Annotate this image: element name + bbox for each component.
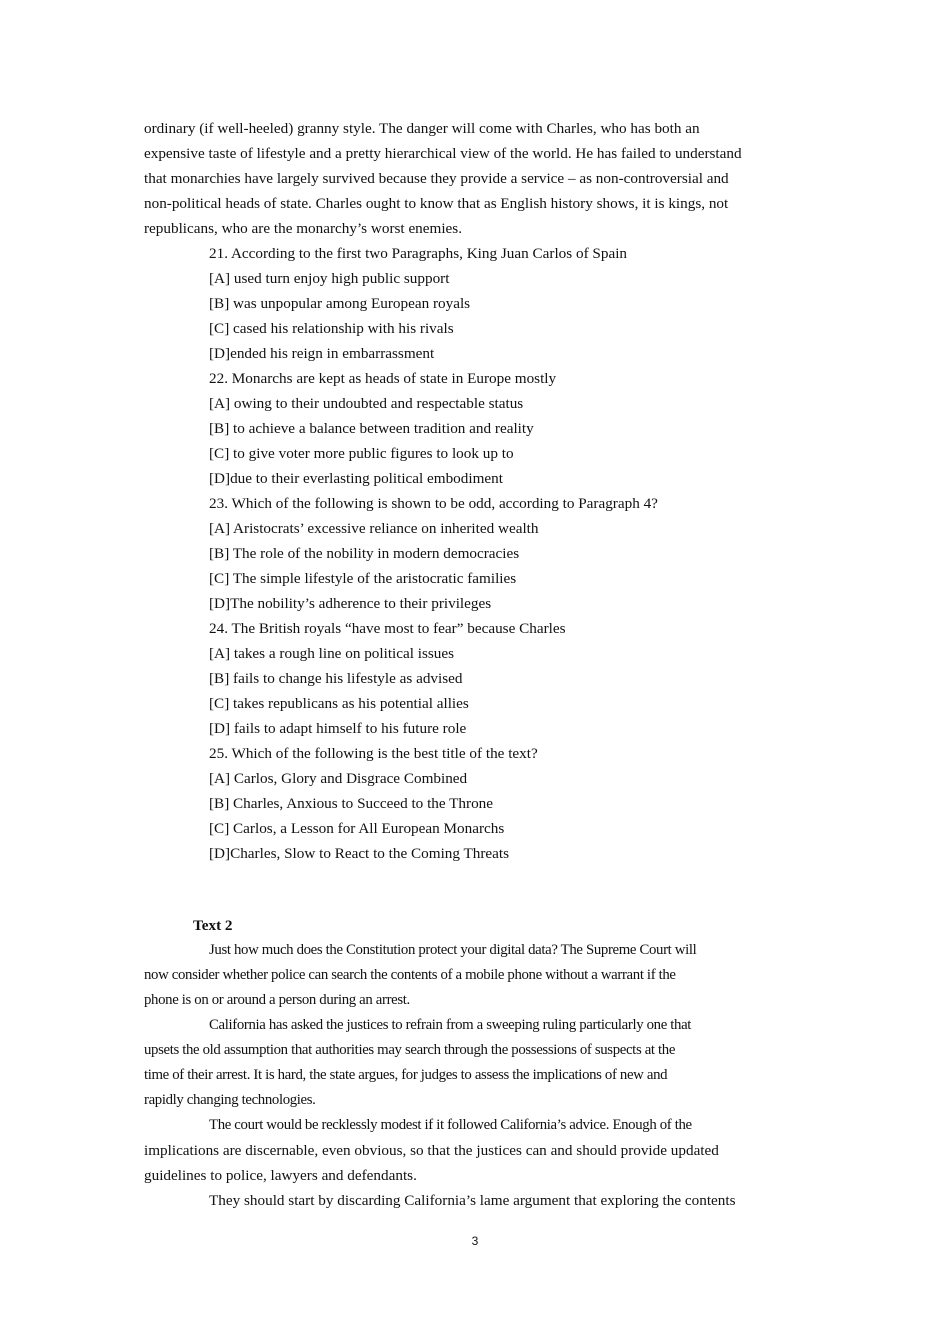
passage-line: They should start by discarding California’s lame argument that exploring the contents [209, 1192, 736, 1209]
section-heading: Text 2 [193, 917, 233, 934]
answer-option: [A] Carlos, Glory and Disgrace Combined [209, 770, 468, 787]
passage-line: guidelines to police, lawyers and defendants. [144, 1167, 417, 1184]
answer-option: [B] to achieve a balance between tradition and reality [209, 420, 534, 437]
answer-option: [D]due to their everlasting political embodiment [209, 470, 503, 487]
passage-line: time of their arrest. It is hard, the state argues, for judges to assess the implications of new and [144, 1067, 668, 1083]
answer-option: [A] Aristocrats’ excessive reliance on inherited wealth [209, 520, 539, 537]
passage-line: ordinary (if well-heeled) granny style. The danger will come with Charles, who has both an [144, 120, 700, 137]
answer-option: [B] Charles, Anxious to Succeed to the Throne [209, 795, 494, 812]
answer-option: [A] used turn enjoy high public support [209, 270, 450, 287]
question-stem: 21. According to the first two Paragraphs, King Juan Carlos of Spain [209, 245, 628, 262]
passage-line: upsets the old assumption that authorities may search through the possessions of suspects at the [144, 1042, 676, 1058]
passage-line: implications are discernable, even obvious, so that the justices can and should provide updated [144, 1142, 719, 1159]
passage-line: expensive taste of lifestyle and a pretty hierarchical view of the world. He has failed to understand [144, 145, 742, 162]
answer-option: [B] was unpopular among European royals [209, 295, 471, 312]
passage-line: republicans, who are the monarchy’s worst enemies. [144, 220, 462, 237]
answer-option: [D]ended his reign in embarrassment [209, 345, 435, 362]
answer-option: [C] cased his relationship with his rivals [209, 320, 454, 337]
answer-option: [D] fails to adapt himself to his future role [209, 720, 467, 737]
answer-option: [B] The role of the nobility in modern democracies [209, 545, 520, 562]
answer-option: [C] takes republicans as his potential allies [209, 695, 469, 712]
passage-line: Just how much does the Constitution protect your digital data? The Supreme Court will [209, 942, 697, 958]
question-stem: 24. The British royals “have most to fear” because Charles [209, 620, 566, 637]
passage-line: that monarchies have largely survived because they provide a service – as non-controversial and [144, 170, 729, 187]
answer-option: [C] Carlos, a Lesson for All European Monarchs [209, 820, 505, 837]
answer-option: [D]Charles, Slow to React to the Coming Threats [209, 845, 510, 862]
answer-option: [C] to give voter more public figures to look up to [209, 445, 514, 462]
question-stem: 25. Which of the following is the best title of the text? [209, 745, 538, 762]
passage-line: The court would be recklessly modest if it followed California’s advice. Enough of the [209, 1117, 692, 1133]
passage-line: phone is on or around a person during an arrest. [144, 992, 410, 1008]
passage-line: rapidly changing technologies. [144, 1092, 316, 1108]
answer-option: [B] fails to change his lifestyle as advised [209, 670, 463, 687]
page-number: 3 [471, 1234, 479, 1248]
answer-option: [A] takes a rough line on political issues [209, 645, 455, 662]
passage-line: non-political heads of state. Charles ought to know that as English history shows, it is kings, not [144, 195, 729, 212]
answer-option: [A] owing to their undoubted and respectable status [209, 395, 524, 412]
answer-option: [C] The simple lifestyle of the aristocratic families [209, 570, 517, 587]
passage-line: now consider whether police can search the contents of a mobile phone without a warrant if the [144, 967, 676, 983]
passage-line: California has asked the justices to refrain from a sweeping ruling particularly one that [209, 1017, 692, 1033]
question-stem: 23. Which of the following is shown to be odd, according to Paragraph 4? [209, 495, 658, 512]
question-stem: 22. Monarchs are kept as heads of state in Europe mostly [209, 370, 557, 387]
answer-option: [D]The nobility’s adherence to their privileges [209, 595, 492, 612]
